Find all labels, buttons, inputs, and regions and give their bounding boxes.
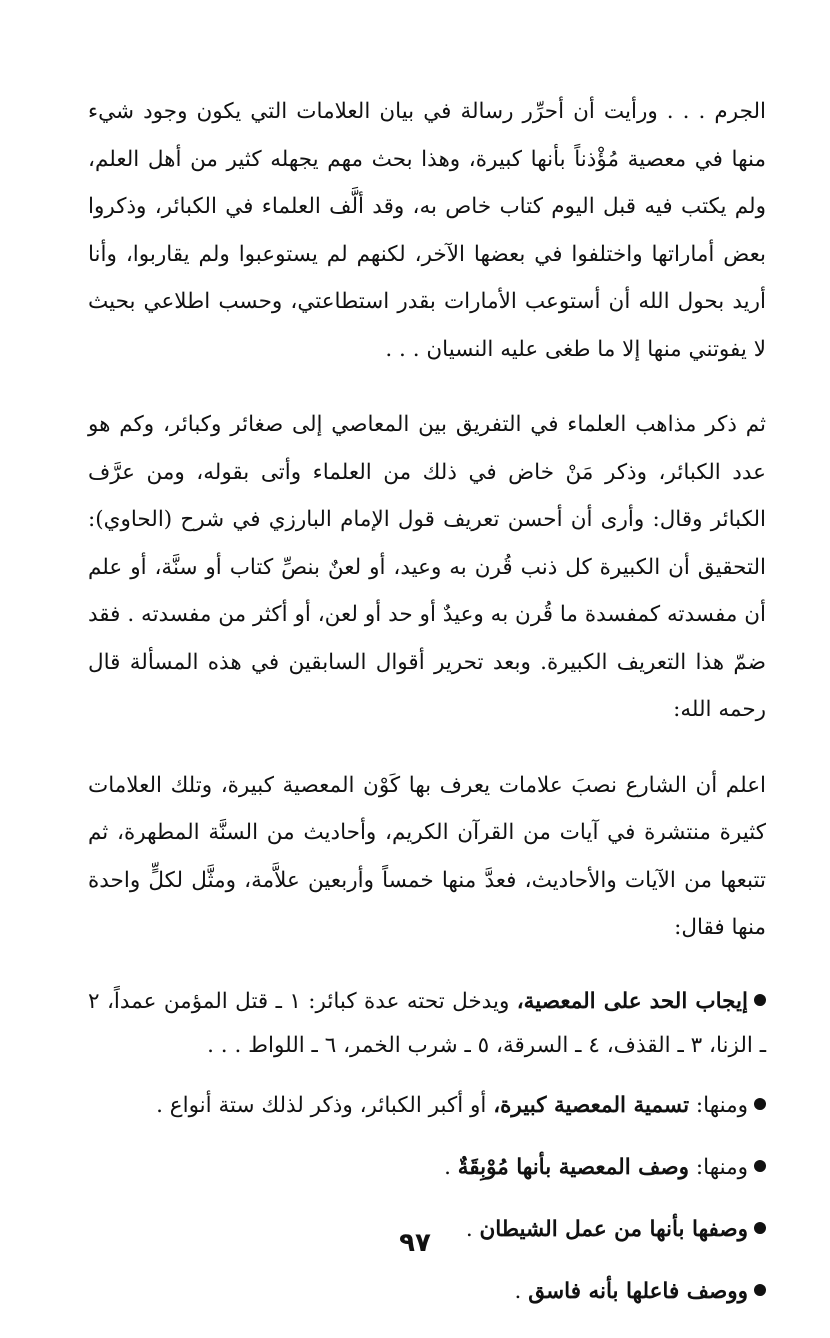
- bullet-text: ويدخل تحته عدة كبائر: ١ ـ قتل المؤمن عمداً، ٢ ـ الزنا، ٣ ـ القذف، ٤ ـ السرقة، ٥ ـ شرب الخمر، ٦ ـ اللواط . . .: [88, 988, 766, 1058]
- paragraph-1: الجرم . . . ورأيت أن أحرِّر رسالة في بيان العلامات التي يكون وجود شيء منها في معصية مُؤْذناً بأنها كبيرة، وهذا بحث مهم يجهله كثير من أهل العلم، ولم يكتب فيه قبل اليوم كتاب خاص به، وقد ألَّف العلماء في الكبائر، وذكروا بعض أماراتها واختلفوا في بعضها الآخر، لكنهم لم يستوعبوا ولم يقاربوا، وأنا أريد بحول الله أن أستوعب الأمارات بقدر استطاعتي، وحسب اطلاعي بحيث لا يفوتني منها إلا ما طغى عليه النسيان . . .: [88, 99, 766, 362]
- bullet-prefix: ومنها:: [689, 1154, 748, 1180]
- bullet-dot-icon: [754, 1160, 766, 1172]
- paragraph-3: اعلم أن الشارع نصبَ علامات يعرف بها كَوْن المعصية كبيرة، وتلك العلامات كثيرة منتشرة في آيات من القرآن الكريم، وأحاديث من السنَّة المطهرة، ثم تتبعها من الآيات والأحاديث، فعدَّ منها خمساً وأربعين علاَّمة، ومثَّل لكلٍّ واحدة منها فقال:: [88, 772, 766, 940]
- bullet-dot-icon: [754, 1284, 766, 1296]
- bullet-bold-text: تسمية المعصية كبيرة،: [493, 1092, 690, 1118]
- bullet-item-5: [88, 1272, 766, 1312]
- bullet-item-3: [88, 1148, 766, 1188]
- bullet-item-2: [88, 1086, 766, 1126]
- bullet-bold-text: وصفها بأنها من عمل الشيطان: [479, 1216, 748, 1242]
- bullet-bold-text: وصف المعصية بأنها مُوْبِقَةٌ: [457, 1154, 690, 1180]
- bullet-dot-icon: [754, 1098, 766, 1110]
- bullet-text: .: [444, 1154, 458, 1180]
- bullet-dot-icon: [754, 994, 766, 1006]
- page-body: [88, 88, 766, 1330]
- bullet-bold-text: إيجاب الحد على المعصية،: [516, 988, 748, 1014]
- bullet-bold-text: ووصف فاعلها بأنه فاسق: [528, 1278, 748, 1304]
- page-number: ٩٧: [399, 1228, 431, 1258]
- bullet-text: .: [514, 1278, 529, 1304]
- bullet-prefix: ومنها:: [689, 1092, 748, 1118]
- bullet-text: أو أكبر الكبائر، وذكر لذلك ستة أنواع .: [156, 1092, 494, 1118]
- bullet-text: .: [465, 1216, 480, 1242]
- bullet-item-1: [88, 980, 766, 1068]
- bullet-list: [88, 980, 766, 1312]
- paragraph-2: ثم ذكر مذاهب العلماء في التفريق بين المعاصي إلى صغائر وكبائر، وكم هو عدد الكبائر، وذكر مَنْ خاض في ذلك من العلماء وأتى بقوله، ومن عرَّف الكبائر وقال: وأرى أن أحسن تعريف قول الإمام البارزي في شرح (الحاوي): التحقيق أن الكبيرة كل ذنب قُرن به وعيد، أو لعنٌ بنصِّ كتاب أو سنَّة، أو علم أن مفسدته كمفسدة ما قُرن به وعيدٌ أو حد أو لعن، أو أكثر من مفسدته . فقد ضمّ هذا التعريف الكبيرة. وبعد تحرير أقوال السابقين في هذه المسألة قال رحمه الله:: [88, 412, 766, 722]
